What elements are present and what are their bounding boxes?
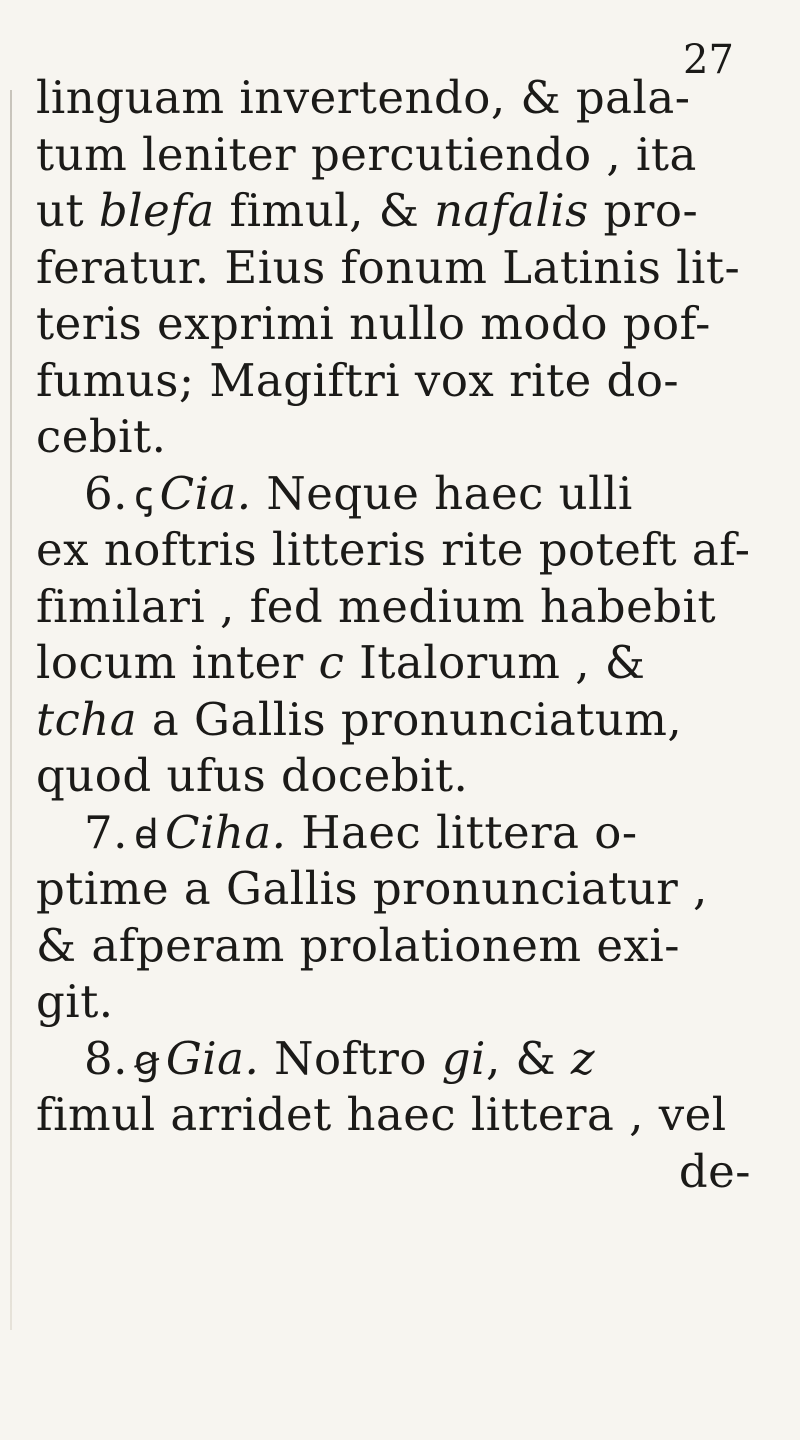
page-number: 27 bbox=[683, 37, 734, 83]
text-span: Noftro bbox=[259, 1031, 442, 1085]
text-span: locum inter bbox=[36, 636, 319, 689]
entry-term: Ciha. bbox=[165, 805, 287, 859]
text-line: quod ufus docebit. bbox=[36, 749, 469, 802]
italic-word: blefa bbox=[98, 184, 215, 237]
italic-word: tcha bbox=[36, 692, 138, 746]
text-line bbox=[36, 183, 776, 240]
text-line: ex noftris litteris rite poteft af- bbox=[36, 523, 751, 576]
numbered-entry-8 bbox=[36, 1031, 776, 1088]
text-span: fimul, & bbox=[214, 184, 435, 237]
text-line: fimul arridet haec littera , vel bbox=[36, 1088, 727, 1141]
entry-number: 8. bbox=[84, 1031, 128, 1085]
italic-word: gi bbox=[441, 1031, 486, 1085]
entry-term: Gia. bbox=[165, 1031, 260, 1085]
text-span: pro- bbox=[588, 184, 699, 237]
numbered-entry-7 bbox=[36, 805, 776, 862]
entry-number: 7. bbox=[84, 805, 128, 859]
text-line: tum leniter percutiendo , ita bbox=[36, 127, 697, 181]
text-span: Italorum , & bbox=[344, 636, 646, 689]
cyrillic-letter-glyph: ꟈ bbox=[133, 811, 160, 858]
text-line: fimilari , fed medium habebit bbox=[36, 579, 717, 633]
text-line: & afperam prolationem exi- bbox=[36, 918, 680, 972]
entry-number: 6. bbox=[84, 466, 128, 520]
italic-word: c bbox=[318, 636, 345, 689]
italic-word: z bbox=[570, 1031, 596, 1085]
text-line: linguam invertendo, & pala- bbox=[36, 71, 691, 124]
entry-term: Cia. bbox=[159, 466, 252, 520]
text-line bbox=[36, 635, 776, 692]
text-line: git. bbox=[36, 975, 114, 1028]
text-span: Neque haec ulli bbox=[251, 466, 633, 520]
cyrillic-letter-glyph: ꞔ bbox=[133, 472, 154, 519]
text-line: fumus; Magiftri vox rite do- bbox=[36, 353, 680, 407]
text-line bbox=[36, 692, 776, 749]
cyrillic-letter-glyph: ꞡ bbox=[133, 1037, 160, 1084]
numbered-entry-6 bbox=[36, 466, 776, 523]
page-gutter-edge bbox=[10, 90, 12, 1330]
text-span: Haec littera o- bbox=[286, 805, 638, 859]
text-span: a Gallis pronunciatum, bbox=[137, 692, 683, 746]
catchword: de- bbox=[678, 1144, 751, 1198]
text-line: ptime a Gallis pronunciatur , bbox=[36, 862, 708, 915]
text-line: teris exprimi nullo modo pof- bbox=[36, 297, 711, 350]
italic-word: nafalis bbox=[434, 184, 589, 237]
body-text bbox=[36, 70, 776, 1200]
text-span: ut bbox=[36, 184, 99, 237]
text-line: feratur. Eius fonum Latinis lit- bbox=[36, 240, 741, 294]
text-line: cebit. bbox=[36, 410, 167, 463]
text-span: , & bbox=[485, 1031, 571, 1085]
